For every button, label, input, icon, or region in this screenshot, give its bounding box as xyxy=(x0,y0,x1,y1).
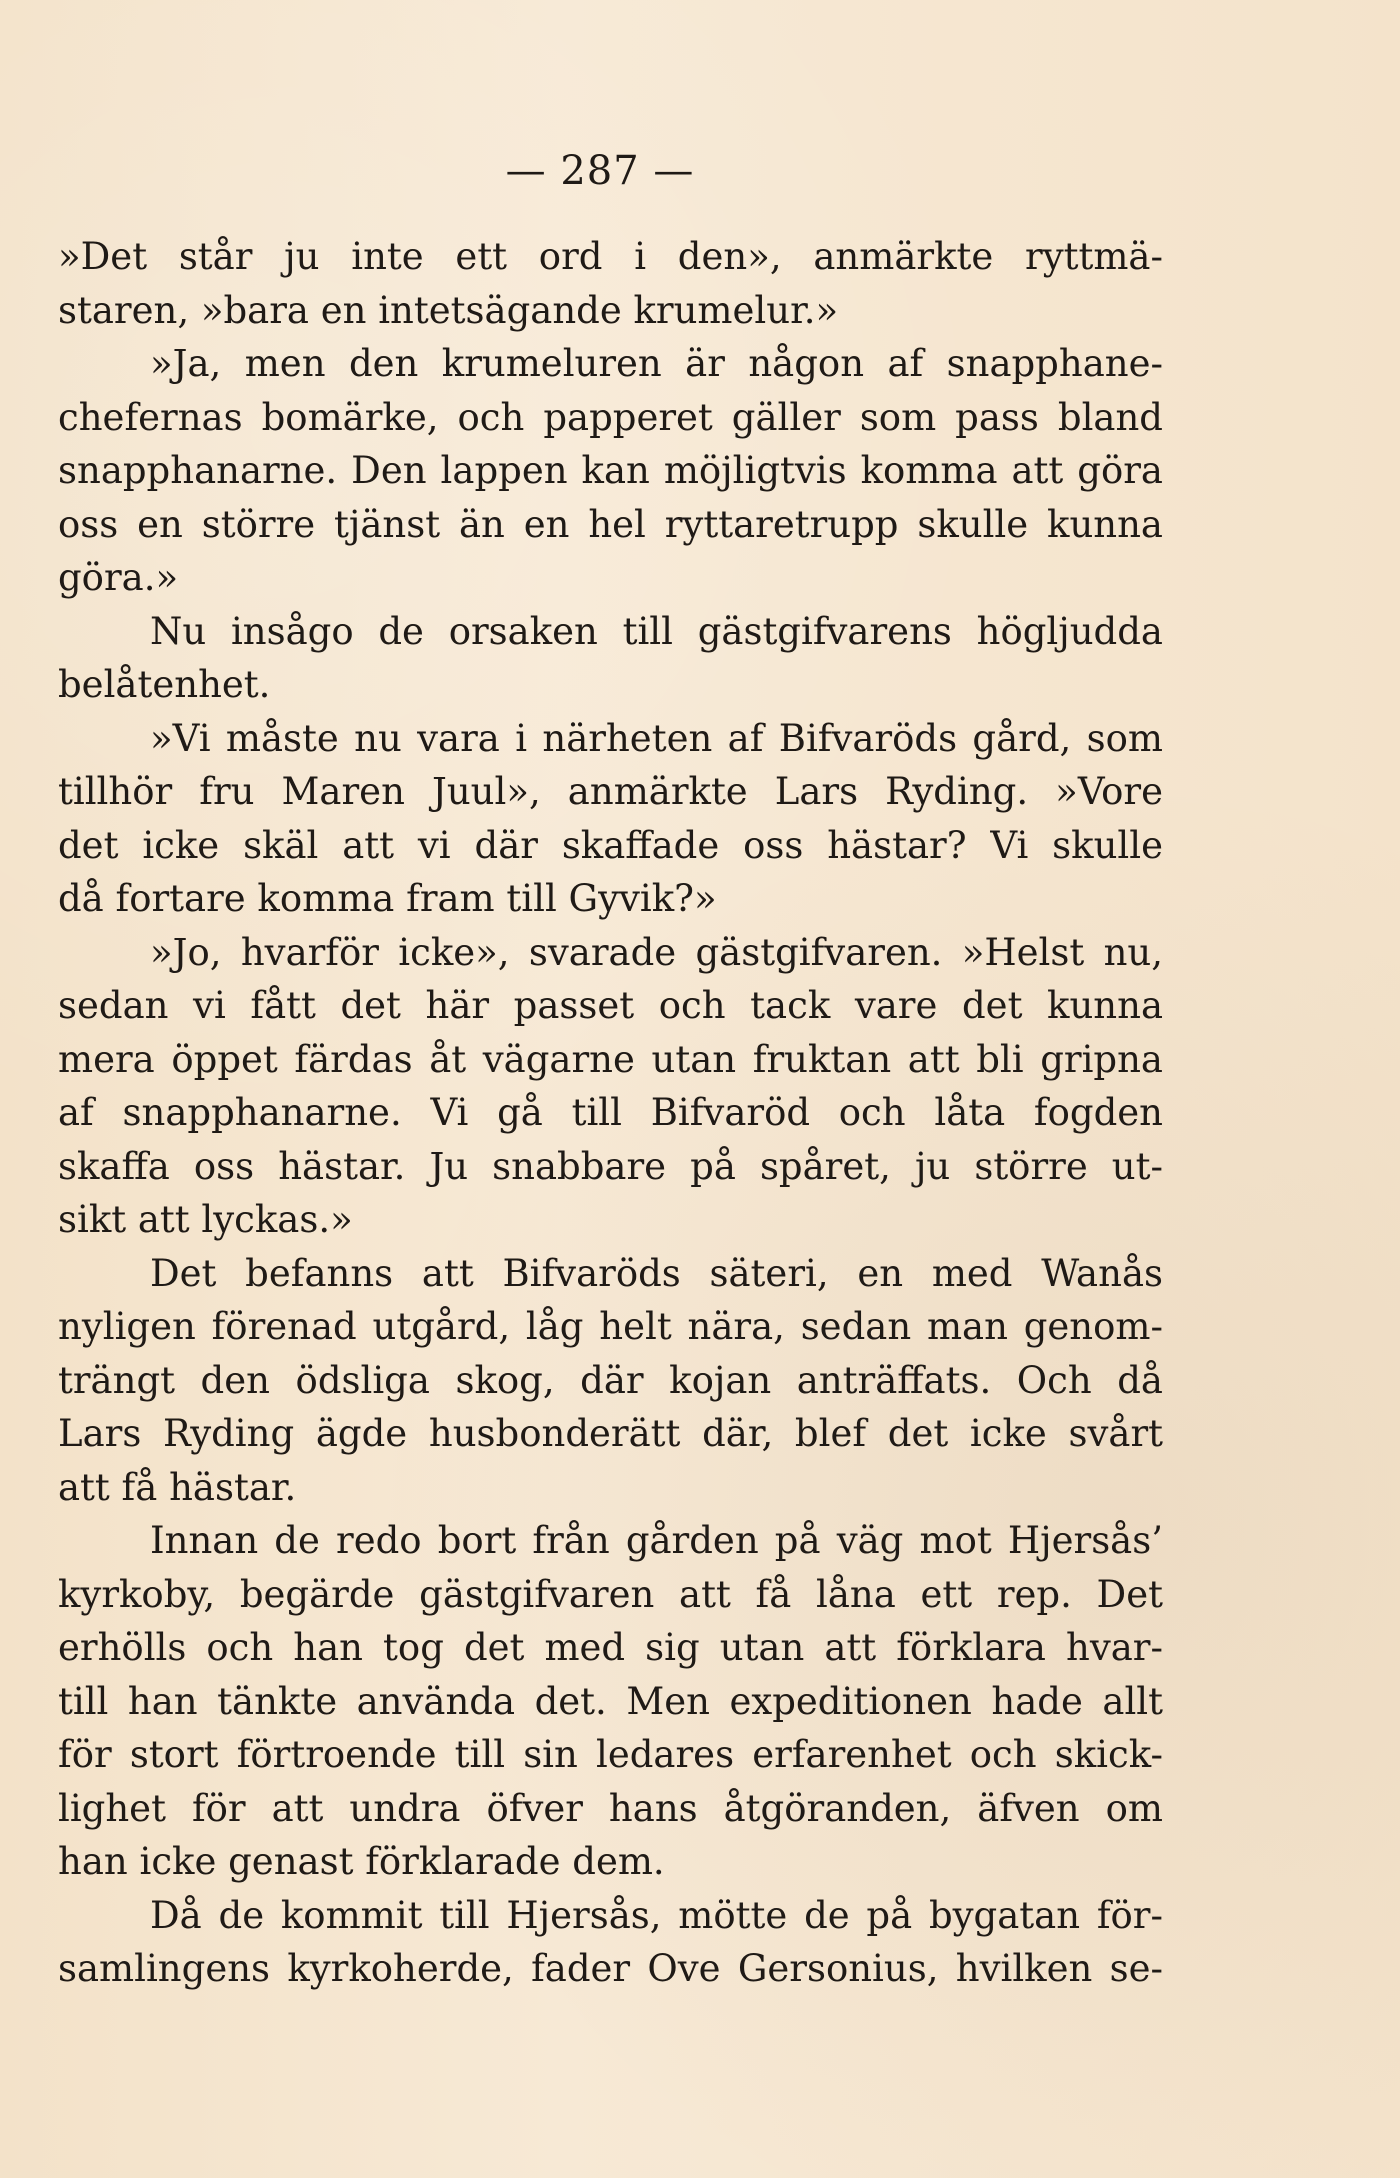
text-line: erhölls och han tog det med sig utan att förklara hvar- xyxy=(58,1626,1163,1669)
text-line: af snapphanarne. Vi gå till Bifvaröd och låta fogden xyxy=(58,1091,1163,1134)
text-line: chefernas bomärke, och papperet gäller som pass bland xyxy=(58,395,1163,439)
text-line: belåtenhet. xyxy=(58,663,271,706)
text-line: »Det står ju inte ett ord i den», anmärkte ryttmä- xyxy=(58,235,1163,278)
text-line: kyrkoby, begärde gästgifvaren att få låna ett rep. Det xyxy=(58,1572,1163,1616)
text-line: sikt att lyckas.» xyxy=(58,1198,353,1241)
page-number: — 287 — xyxy=(505,148,695,194)
text-line: Lars Ryding ägde husbonderätt där, blef det icke svårt xyxy=(58,1412,1163,1455)
text-line: för stort förtroende till sin ledares erfarenhet och skick- xyxy=(58,1733,1163,1776)
text-line: då fortare komma fram till Gyvik?» xyxy=(58,877,717,920)
text-line: han icke genast förklarade dem. xyxy=(58,1840,665,1883)
text-line: Då de kommit till Hjersås, mötte de på bygatan för- xyxy=(150,1893,1163,1937)
text-line: sedan vi fått det här passet och tack vare det kunna xyxy=(58,984,1163,1027)
text-line: Det befanns att Bifvaröds säteri, en med Wanås xyxy=(150,1251,1163,1295)
text-line: »Jo, hvarför icke», svarade gästgifvaren. »Helst nu, xyxy=(150,930,1163,974)
text-line: lighet för att undra öfver hans åtgöranden, äfven om xyxy=(58,1786,1163,1830)
text-line: trängt den ödsliga skog, där kojan anträffats. Och då xyxy=(58,1358,1163,1402)
text-line: mera öppet färdas åt vägarne utan fruktan att bli gripna xyxy=(58,1037,1163,1081)
text-line: staren, »bara en intetsägande krumelur.» xyxy=(58,288,839,332)
text-line: nyligen förenad utgård, låg helt nära, sedan man genom- xyxy=(58,1305,1163,1348)
text-line: det icke skäl att vi där skaffade oss hästar? Vi skulle xyxy=(58,823,1163,867)
page-text xyxy=(58,230,1163,1996)
text-line: Innan de redo bort från gården på väg mot Hjersås’ xyxy=(150,1519,1163,1562)
text-line: »Vi måste nu vara i närheten af Bifvaröds gård, som xyxy=(150,716,1163,760)
text-line: snapphanarne. Den lappen kan möjligtvis komma att göra xyxy=(58,449,1163,492)
text-line: Nu insågo de orsaken till gästgifvarens högljudda xyxy=(150,609,1163,653)
text-line: att få hästar. xyxy=(58,1465,297,1509)
text-line: samlingens kyrkoherde, fader Ove Gersonius, hvilken se- xyxy=(58,1947,1163,1990)
text-line: »Ja, men den krumeluren är någon af snapphane- xyxy=(150,342,1163,385)
text-line: skaffa oss hästar. Ju snabbare på spåret, ju större ut- xyxy=(58,1144,1163,1188)
text-line: tillhör fru Maren Juul», anmärkte Lars Ryding. »Vore xyxy=(58,770,1163,813)
text-line: göra.» xyxy=(58,556,179,599)
text-line: oss en större tjänst än en hel ryttaretrupp skulle kunna xyxy=(58,502,1163,546)
text-line: till han tänkte använda det. Men expeditionen hade allt xyxy=(58,1679,1163,1723)
